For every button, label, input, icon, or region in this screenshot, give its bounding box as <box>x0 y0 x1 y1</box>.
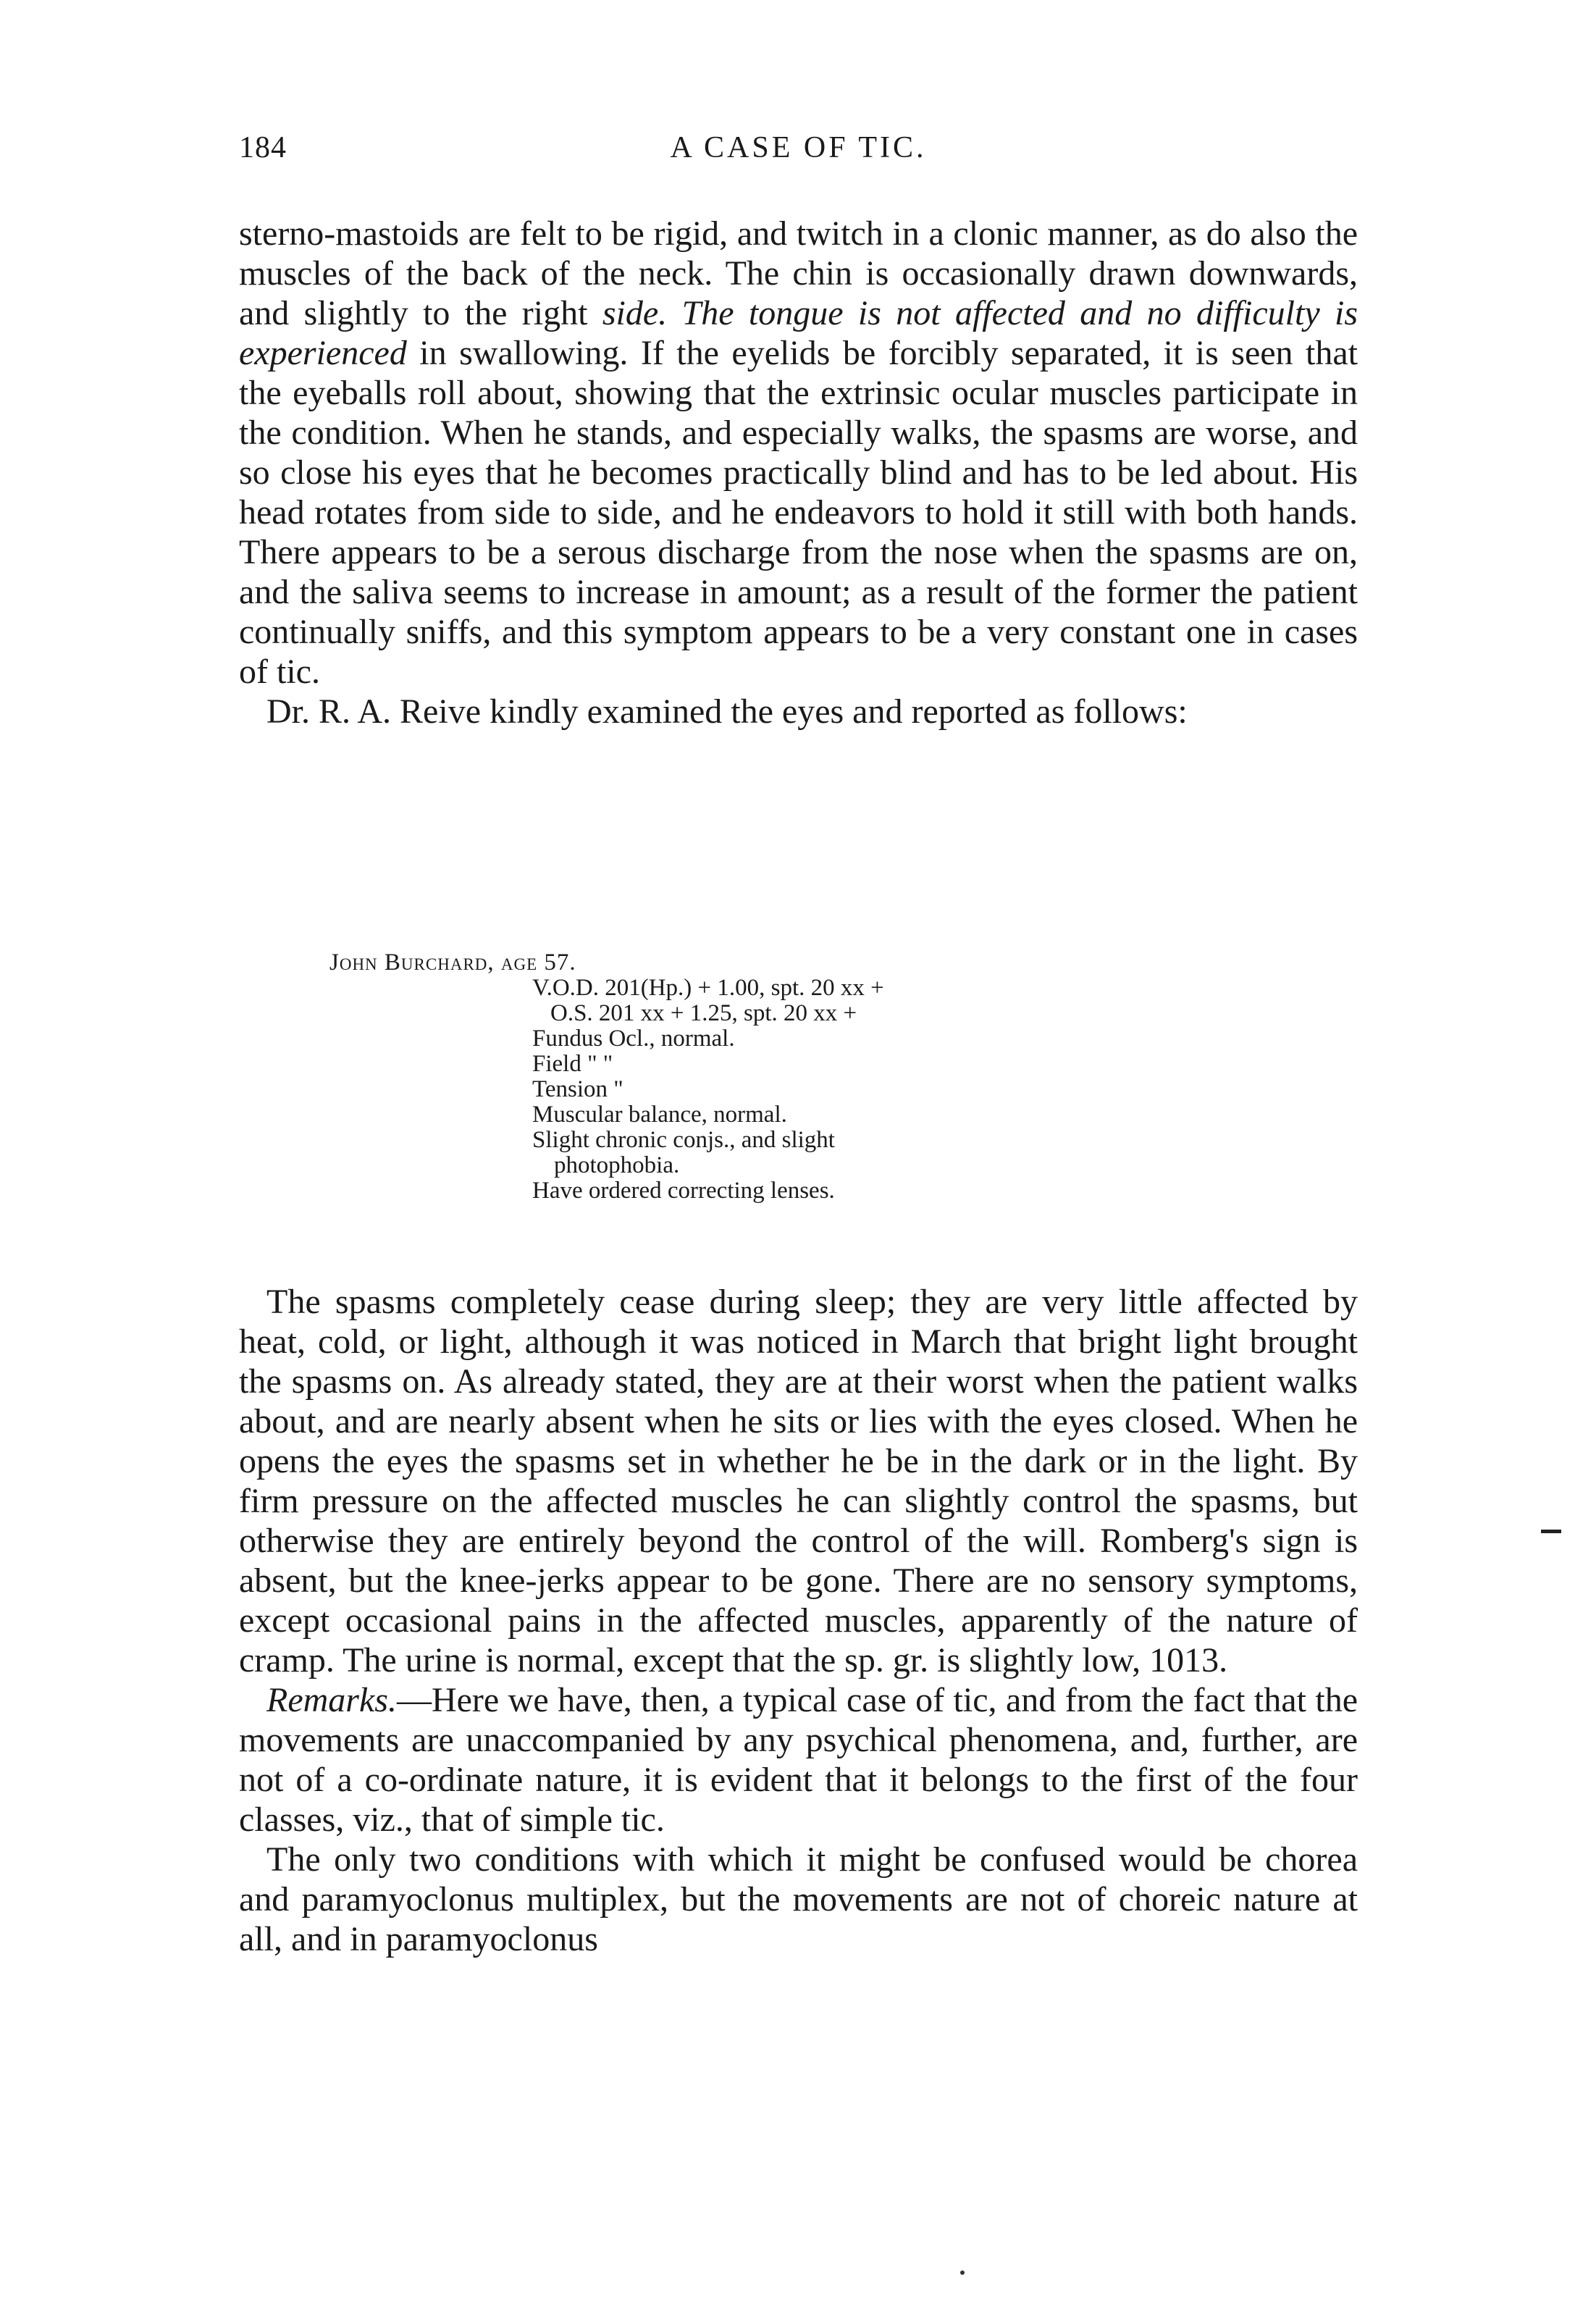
margin-dash-mark <box>1541 1530 1561 1533</box>
body-text-top <box>239 214 1358 731</box>
paragraph-spasms: The spasms completely cease during sleep; they are very little affected by heat, cold, or light, although it was noticed in March that bright light brought the spasms on. As already stated, they are at their worst when the patient walks about, and are nearly absent when he sits or lies with the eyes closed. When he opens the eyes the spasms set in whether he be in the dark or in the light. By firm pressure on the affected muscles he can slightly control the spasms, but otherwise they are entirely beyond the control of the will. Romberg's sign is absent, but the knee-jerks appear to be gone. There are no sensory symptoms, except occasional pains in the affected muscles, apparently of the nature of cramp. The urine is normal, except that the sp. gr. is slightly low, 1013. <box>239 1283 1358 1680</box>
paragraph-remarks <box>239 1680 1358 1840</box>
report-line-os: O.S. 201 xx + 1.25, spt. 20 xx + <box>550 1000 857 1026</box>
paragraph-symptoms-italic: side. The tongue is not affected and no difficulty is experienced <box>239 294 1358 372</box>
page-number: 184 <box>239 131 287 164</box>
paragraph-symptoms-start: sterno-mastoids are felt to be rigid, and twitch in a clonic manner, as do also the muscles of the back of the neck. The chin is occasionally drawn downwards, and slightly to the right <box>239 214 1358 332</box>
paragraph-reive: Dr. R. A. Reive kindly examined the eyes and reported as follows: <box>266 692 1188 731</box>
page-dot-mark <box>960 2270 965 2275</box>
paragraph-symptoms <box>239 214 1358 692</box>
report-line-muscular: Muscular balance, normal. <box>532 1102 787 1128</box>
page-header <box>239 130 1358 181</box>
body-text-bottom <box>239 1282 1358 1959</box>
report-line-tension: Tension " <box>532 1076 623 1102</box>
eye-report <box>329 950 1126 1204</box>
report-patient: John Burchard, age 57. <box>329 949 576 976</box>
report-line-slight: Slight chronic conjs., and slight <box>532 1127 835 1153</box>
report-line-field: Field " " <box>532 1051 613 1077</box>
paragraph-symptoms-rest: in swallowing. If the eyelids be forcibly separated, it is seen that the eyeballs roll about, showing that the extrinsic ocular muscles participate in the condition. When he stands, and especially walks, the spasms are worse, and so close his eyes that he becomes practically blind and has to be led about. His head rotates from side to side, and he endeavors to hold it still with both hands. There appears to be a serous discharge from the nose when the spasms are on, and the saliva seems to increase in amount; as a result of the former the patient continually sniffs, and this symptom appears to be a very constant one in cases of tic. <box>239 334 1358 691</box>
report-line-fundus: Fundus Ocl., normal. <box>532 1026 735 1052</box>
paragraph-conditions: The only two conditions with which it might be confused would be chorea and paramyoclonus multiplex, but the movements are not of choreic nature at all, and in paramyoclonus <box>239 1840 1358 1958</box>
remarks-text: —Here we have, then, a typical case of tic, and from the fact that the movements are unaccompanied by any psychical phenomena, and, further, are not of a co-ordinate nature, it is evident that it belongs to the first of the four classes, viz., that of simple tic. <box>239 1681 1358 1839</box>
report-line-photophobia: photophobia. <box>554 1152 680 1178</box>
report-line-vod: V.O.D. 201(Hp.) + 1.00, spt. 20 xx + <box>532 975 884 1001</box>
report-line-lenses: Have ordered correcting lenses. <box>532 1178 835 1204</box>
remarks-label: Remarks. <box>266 1681 397 1719</box>
running-title: A CASE OF TIC. <box>670 131 927 164</box>
